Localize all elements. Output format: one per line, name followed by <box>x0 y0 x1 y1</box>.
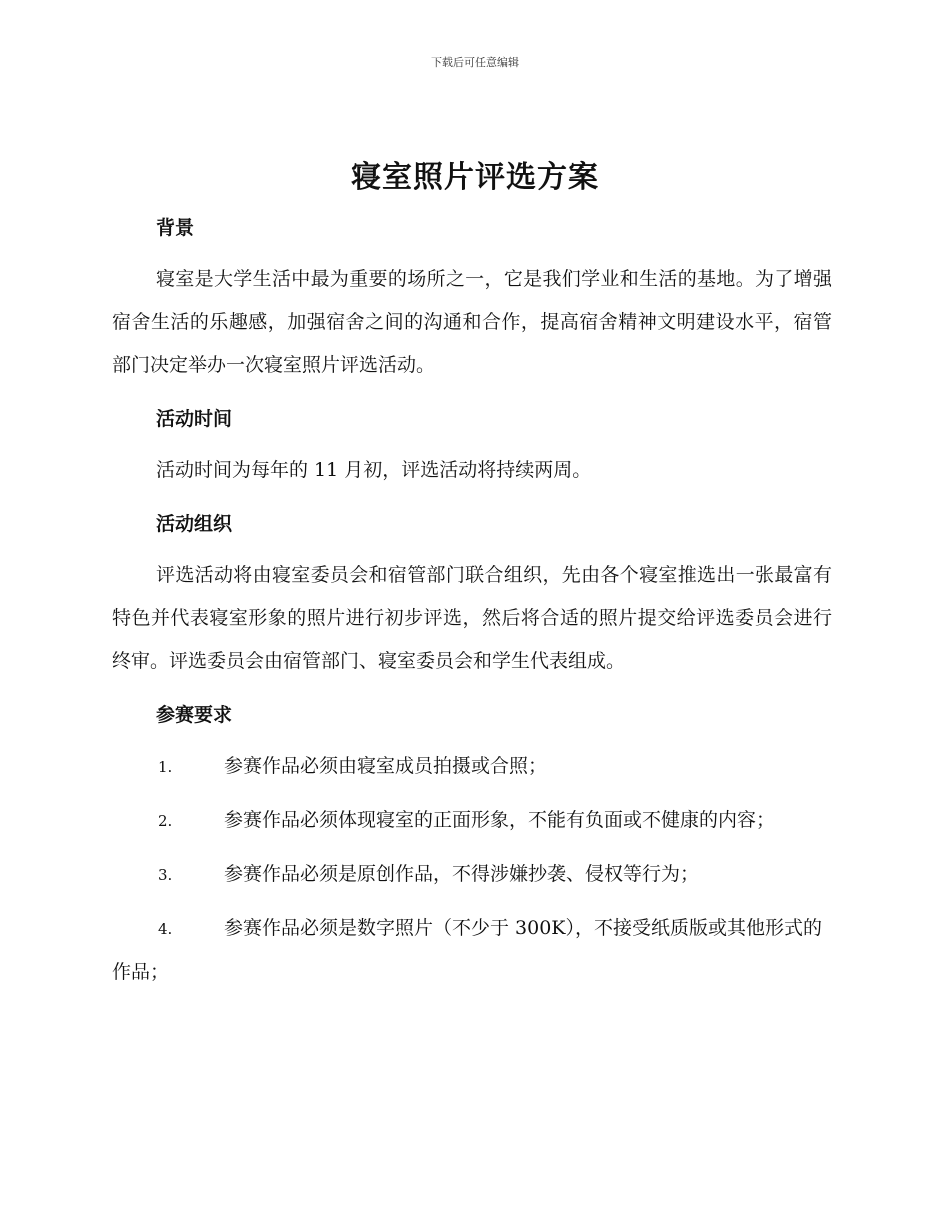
list-number: 3. <box>158 866 173 884</box>
paragraph-organization: 评选活动将由寝室委员会和宿管部门联合组织，先由各个寝室推选出一张最富有特色并代表寝室形象的照片进行初步评选，然后将合适的照片提交给评选委员会进行终审。评选委员会由宿管部门、寝室委员会和学生代表组成。 <box>112 564 832 672</box>
paragraph-background: 寝室是大学生活中最为重要的场所之一，它是我们学业和生活的基地。为了增强宿舍生活的乐趣感，加强宿舍之间的沟通和合作，提高宿舍精神文明建设水平，宿管部门决定举办一次寝室照片评选活动。 <box>112 268 832 376</box>
document-body <box>112 200 832 994</box>
section-heading-background: 背景 <box>156 217 195 239</box>
section-heading-time: 活动时间 <box>156 408 233 430</box>
requirement-item-1 <box>112 745 832 789</box>
requirement-item-2 <box>112 799 832 843</box>
list-number: 4. <box>158 920 173 938</box>
list-item-text: 参赛作品必须是数字照片（不少于 300K），不接受纸质版或其他形式的作品； <box>112 917 823 983</box>
list-item-text: 参赛作品必须由寝室成员拍摄或合照； <box>224 755 548 777</box>
list-number: 1. <box>158 758 173 776</box>
list-number: 2. <box>158 812 173 830</box>
section-heading-requirements: 参赛要求 <box>156 704 233 726</box>
requirement-item-3 <box>112 853 832 897</box>
list-item-text: 参赛作品必须是原创作品，不得涉嫌抄袭、侵权等行为； <box>224 863 700 885</box>
header-note: 下载后可任意编辑 <box>431 56 519 69</box>
section-heading-organization: 活动组织 <box>156 513 233 535</box>
list-item-text: 参赛作品必须体现寝室的正面形象，不能有负面或不健康的内容； <box>224 809 776 831</box>
requirement-item-4 <box>112 907 832 994</box>
document-title: 寝室照片评选方案 <box>351 160 599 195</box>
paragraph-time: 活动时间为每年的 11 月初，评选活动将持续两周。 <box>156 459 592 481</box>
